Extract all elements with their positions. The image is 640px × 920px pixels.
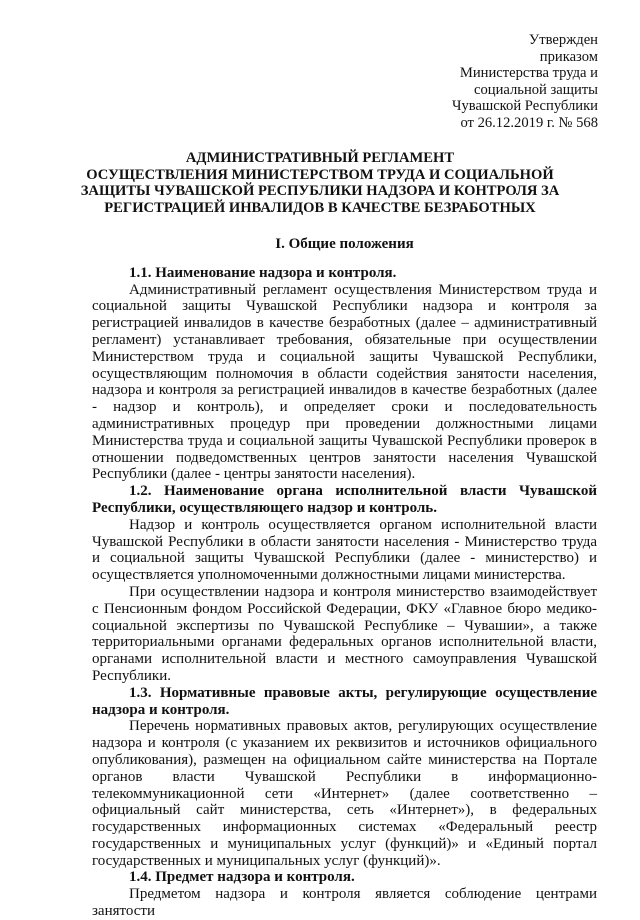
section-heading: I. Общие положения xyxy=(275,236,414,252)
title-line: АДМИНИСТРАТИВНЫЙ РЕГЛАМЕНТ xyxy=(185,150,455,166)
approval-stamp xyxy=(452,32,598,131)
paragraph: При осуществлении надзора и контроля министерство взаимодействует с Пенсионным фондом Российской Федерации, ФКУ «Главное бюро медико-социальной экспертизы по Чувашской Республике – Чувашии», а также территориальными органами федеральных органов исполнительной власти, органами исполнительной власти и местного самоуправления Чувашской Республики. xyxy=(92,583,597,684)
subsection-heading-1-2: 1.2. Наименование органа исполнительной власти Чувашской Республики, осуществляющего надзор и контроль. xyxy=(92,483,597,516)
subsection-heading-1-1: 1.1. Наименование надзора и контроля. xyxy=(129,264,397,281)
document-body xyxy=(92,236,597,920)
approval-line: приказом xyxy=(539,48,598,65)
document-title xyxy=(60,150,580,216)
approval-line: социальной защиты xyxy=(474,81,598,98)
approval-line: от 26.12.2019 г. № 568 xyxy=(460,114,598,131)
approval-line: Чувашской Республики xyxy=(452,98,598,114)
approval-line: Министерства труда и xyxy=(459,65,598,81)
title-line: ОСУЩЕСТВЛЕНИЯ МИНИСТЕРСТВОМ ТРУДА И СОЦИАЛЬНОЙ xyxy=(86,166,554,183)
subsection-heading-1-3: 1.3. Нормативные правовые акты, регулирующие осуществление надзора и контроля. xyxy=(92,684,597,718)
title-line: ЗАЩИТЫ ЧУВАШСКОЙ РЕСПУБЛИКИ НАДЗОРА И КОНТРОЛЯ ЗА xyxy=(80,183,560,199)
paragraph: Административный регламент осуществления Министерством труда и социальной защиты Чувашской Республики надзора и контроля за регистрацией инвалидов в качестве безработных (далее – административный регламент) устанавливает требования, обязательные при осуществлении Министерством труда и социальной защиты Чувашской Республики, осуществляющим полномочия в области содействия занятости населения, надзора и контроля за регистрацией инвалидов в качестве безработных (далее - надзор и контроль), и определяет сроки и последовательность административных процедур при проведении должностными лицами Министерства труда и социальной защиты Чувашской Республики проверок в отношении подведомственных центров занятости населения Чувашской Республики (далее - центры занятости населения). xyxy=(92,281,597,483)
paragraph: Предметом надзора и контроля является соблюдение центрами занятости xyxy=(92,886,597,920)
paragraph: Перечень нормативных правовых актов, регулирующих осуществление надзора и контроля (с указанием их реквизитов и источников официального опубликования), размещен на официальном сайте министерства на Портале органов власти Чувашской Республики в информационно-телекоммуникационной сети «Интернет» (далее соответственно – официальный сайт министерства, сеть «Интернет»), в федеральных государственных информационных системах «Федеральный реестр государственных и муниципальных услуг (функций)» и «Единый портал государственных и муниципальных услуг (функций)». xyxy=(92,718,597,869)
subsection-heading-1-4: 1.4. Предмет надзора и контроля. xyxy=(129,869,355,886)
title-line: РЕГИСТРАЦИЕЙ ИНВАЛИДОВ В КАЧЕСТВЕ БЕЗРАБОТНЫХ xyxy=(104,199,536,216)
approval-line: Утвержден xyxy=(528,32,598,48)
paragraph: Надзор и контроль осуществляется органом исполнительной власти Чувашской Республики в области занятости населения - Министерство труда и социальной защиты Чувашской Республики (далее - министерство) и осуществляется уполномоченными должностными лицами министерства. xyxy=(92,516,597,584)
